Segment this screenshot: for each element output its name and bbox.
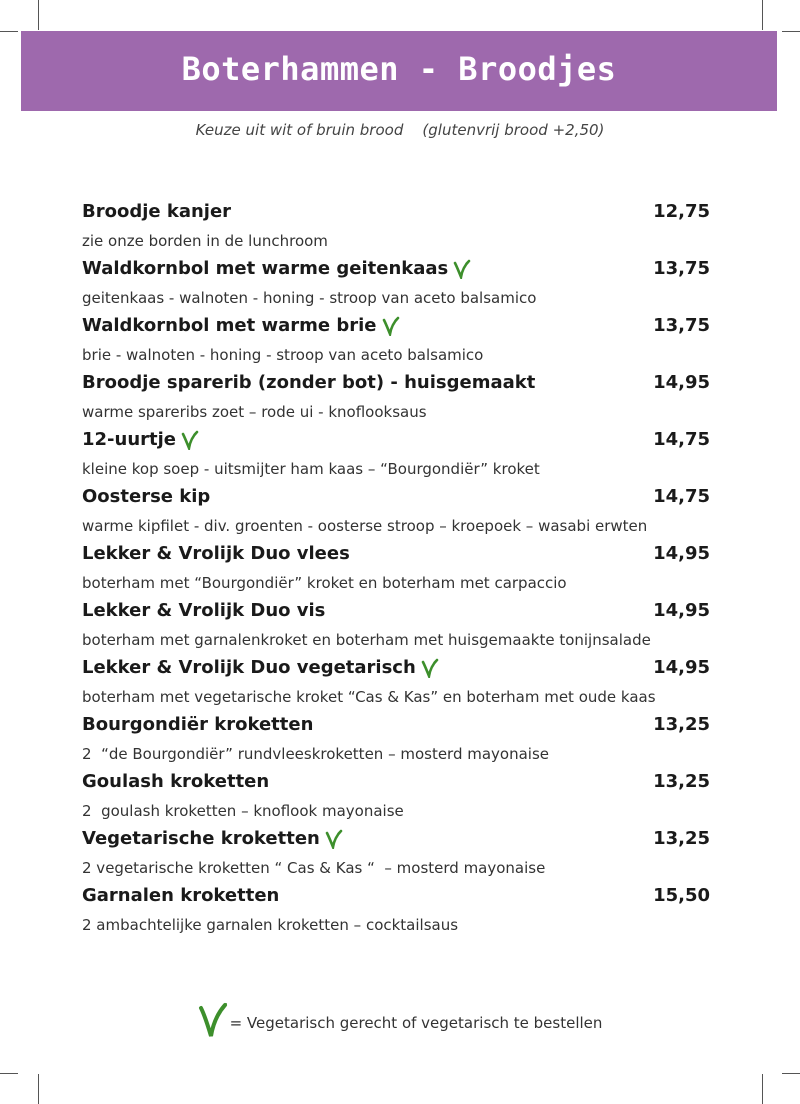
vegetarian-v-leaf-icon: [198, 1002, 228, 1038]
item-name: [82, 600, 325, 621]
menu-item: [82, 372, 710, 429]
item-name-text: Lekker & Vrolijk Duo vegetarisch: [82, 657, 416, 678]
menu-item: [82, 600, 710, 657]
item-description: brie - walnoten - honing - stroop van aceto balsamico: [82, 346, 484, 364]
item-price: 13,75: [653, 315, 710, 336]
item-price: 12,75: [653, 201, 710, 222]
item-name: [82, 315, 400, 336]
item-name: [82, 486, 210, 507]
item-description: 2 goulash kroketten – knoflook mayonaise: [82, 802, 404, 820]
crop-mark: [0, 31, 18, 32]
item-name-text: Goulash kroketten: [82, 771, 270, 792]
item-name: [82, 429, 199, 450]
page-title: Boterhammen - Broodjes: [181, 50, 617, 88]
item-name-text: Lekker & Vrolijk Duo vis: [82, 600, 326, 621]
item-name: [82, 258, 471, 279]
item-name: [82, 657, 439, 678]
item-name-text: Lekker & Vrolijk Duo vlees: [82, 543, 350, 564]
item-description: boterham met vegetarische kroket “Cas & Kas” en boterham met oude kaas: [82, 688, 656, 706]
menu-item: [82, 714, 710, 771]
crop-mark: [38, 1074, 39, 1104]
item-description: 2 ambachtelijke garnalen kroketten – cocktailsaus: [82, 916, 459, 934]
vegetarian-icon: [325, 829, 343, 849]
vegetarian-icon: [421, 658, 439, 678]
item-description: warme kipfilet - div. groenten - oosterse stroop – kroepoek – wasabi erwten: [82, 517, 648, 535]
vegetarian-icon: [453, 259, 471, 279]
item-description: boterham met “Bourgondiër” kroket en boterham met carpaccio: [82, 574, 567, 592]
crop-mark: [762, 0, 763, 30]
item-name-text: Broodje kanjer: [82, 201, 232, 222]
menu-item: [82, 657, 710, 714]
item-name-text: Bourgondiër kroketten: [82, 714, 314, 735]
item-description: 2 “de Bourgondiër” rundvleeskroketten – mosterd mayonaise: [82, 745, 550, 763]
item-price: 13,25: [653, 714, 710, 735]
item-price: 13,75: [653, 258, 710, 279]
menu-list: [82, 201, 710, 942]
menu-item: [82, 885, 710, 942]
item-name: [82, 885, 279, 906]
item-name: [82, 828, 343, 849]
item-price: 14,95: [653, 543, 710, 564]
item-price: 15,50: [653, 885, 710, 906]
item-description: warme spareribs zoet – rode ui - knoflooksaus: [82, 403, 427, 421]
item-price: 14,95: [653, 372, 710, 393]
title-banner: [21, 31, 777, 111]
item-price: 14,75: [653, 429, 710, 450]
item-name: [82, 201, 231, 222]
item-price: 13,25: [653, 828, 710, 849]
item-description: zie onze borden in de lunchroom: [82, 232, 328, 250]
item-name-text: Waldkornbol met warme geitenkaas: [82, 258, 449, 279]
vegetarian-icon: [181, 430, 199, 450]
item-name-text: Vegetarische kroketten: [82, 828, 320, 849]
item-name: [82, 543, 350, 564]
vegetarian-icon: [382, 316, 400, 336]
item-name-text: Waldkornbol met warme brie: [82, 315, 377, 336]
item-price: 13,25: [653, 771, 710, 792]
crop-mark: [782, 1073, 800, 1074]
page-subtitle: Keuze uit wit of bruin brood (glutenvrij brood +2,50): [195, 121, 605, 139]
menu-item: [82, 486, 710, 543]
menu-item: [82, 429, 710, 486]
crop-mark: [0, 1073, 18, 1074]
menu-item: [82, 258, 710, 315]
legend-text: = Vegetarisch gerecht of vegetarisch te bestellen: [229, 1014, 603, 1032]
item-name-text: 12-uurtje: [82, 429, 177, 450]
menu-item: [82, 315, 710, 372]
item-name: [82, 771, 269, 792]
item-description: 2 vegetarische kroketten “ Cas & Kas “ – mosterd mayonaise: [82, 859, 546, 877]
menu-item: [82, 771, 710, 828]
crop-mark: [762, 1074, 763, 1104]
crop-mark: [38, 0, 39, 30]
menu-item: [82, 543, 710, 600]
item-name: [82, 714, 313, 735]
item-description: kleine kop soep - uitsmijter ham kaas – “Bourgondiër” kroket: [82, 460, 540, 478]
item-description: geitenkaas - walnoten - honing - stroop van aceto balsamico: [82, 289, 537, 307]
item-price: 14,95: [653, 657, 710, 678]
item-price: 14,95: [653, 600, 710, 621]
item-description: boterham met garnalenkroket en boterham met huisgemaakte tonijnsalade: [82, 631, 651, 649]
item-name-text: Broodje sparerib (zonder bot) - huisgemaakt: [82, 372, 536, 393]
item-name-text: Garnalen kroketten: [82, 885, 280, 906]
item-price: 14,75: [653, 486, 710, 507]
item-name: [82, 372, 535, 393]
menu-item: [82, 201, 710, 258]
item-name-text: Oosterse kip: [82, 486, 211, 507]
crop-mark: [782, 31, 800, 32]
footer-legend: [0, 1008, 800, 1038]
menu-item: [82, 828, 710, 885]
